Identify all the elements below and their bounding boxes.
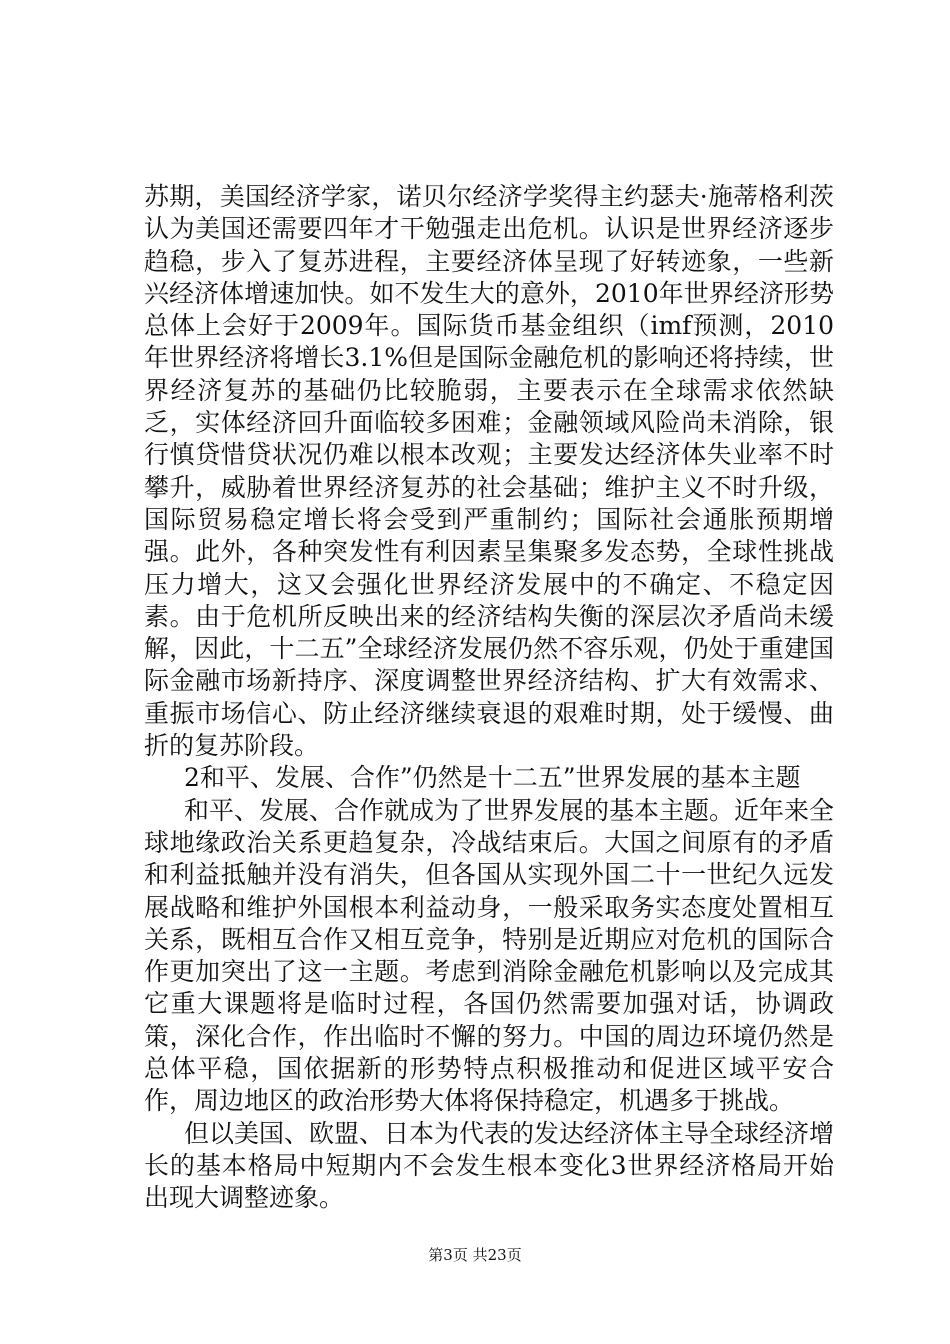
page-number-footer: 第3页 共23页 (428, 1246, 522, 1264)
paragraph-peace-development: 和平、发展、合作就成为了世界发展的基本主题。近年来全球地缘政治关系更趋复杂，冷战结束后。大国之间原有的矛盾和利益抵触并没有消失，但各国从实现外国二十一世纪久远发展战略和维护外国根本利益动身，一般采取务实态度处置相互关系，既相互合作又相互竞争，特别是近期应对危机的国际合作更加突出了这一主题。考虑到消除金融危机影响以及完成其它重大课题将是临时过程，各国仍然需要加强对话，协调政策，深化合作，作出临时不懈的努力。中国的周边环境仍然是总体平稳，国依据新的形势特点积极推动和促进区域平安合作，周边地区的政治形势大体将保持稳定，机遇多于挑战。 (144, 795, 835, 1116)
section-heading-peace-development: 2和平、发展、合作”仍然是十二五”世界发展的基本主题 (184, 763, 801, 793)
paragraph-economic-pattern: 但以美国、欧盟、日本为代表的发达经济体主导全球经济增长的基本格局中短期内不会发生根本变化3世界经济格局开始出现大调整迹象。 (144, 1118, 835, 1213)
paragraph-continuation: 苏期，美国经济学家，诺贝尔经济学奖得主约瑟夫·施蒂格利茨认为美国还需要四年才干勉强走出危机。认识是世界经济逐步趋稳，步入了复苏进程，主要经济体呈现了好转迹象，一些新兴经济体增速加快。如不发生大的意外，2010年世界经济形势总体上会好于2009年。国际货币基金组织（imf预测，2010年世界经济将增长3.1%但是国际金融危机的影响还将持续，世界经济复苏的基础仍比较脆弱，主要表示在全球需求依然缺乏，实体经济回升面临较多困难；金融领域风险尚未消除，银行慎贷惜贷状况仍难以根本改观；主要发达经济体失业率不时攀升，威胁着世界经济复苏的社会基础；维护主义不时升级，国际贸易稳定增长将会受到严重制约；国际社会通胀预期增强。此外，各种突发性有利因素呈集聚多发态势，全球性挑战压力增大，这又会强化世界经济发展中的不确定、不稳定因素。由于危机所反映出来的经济结构失衡的深层次矛盾尚未缓解，因此，十二五”全球经济发展仍然不容乐观，仍处于重建国际金融市场新持序、深度调整世界经济结构、扩大有效需求、重振市场信心、防止经济继续衰退的艰难时期，处于缓慢、曲折的复苏阶段。 (144, 182, 834, 761)
document-body (144, 181, 834, 1215)
